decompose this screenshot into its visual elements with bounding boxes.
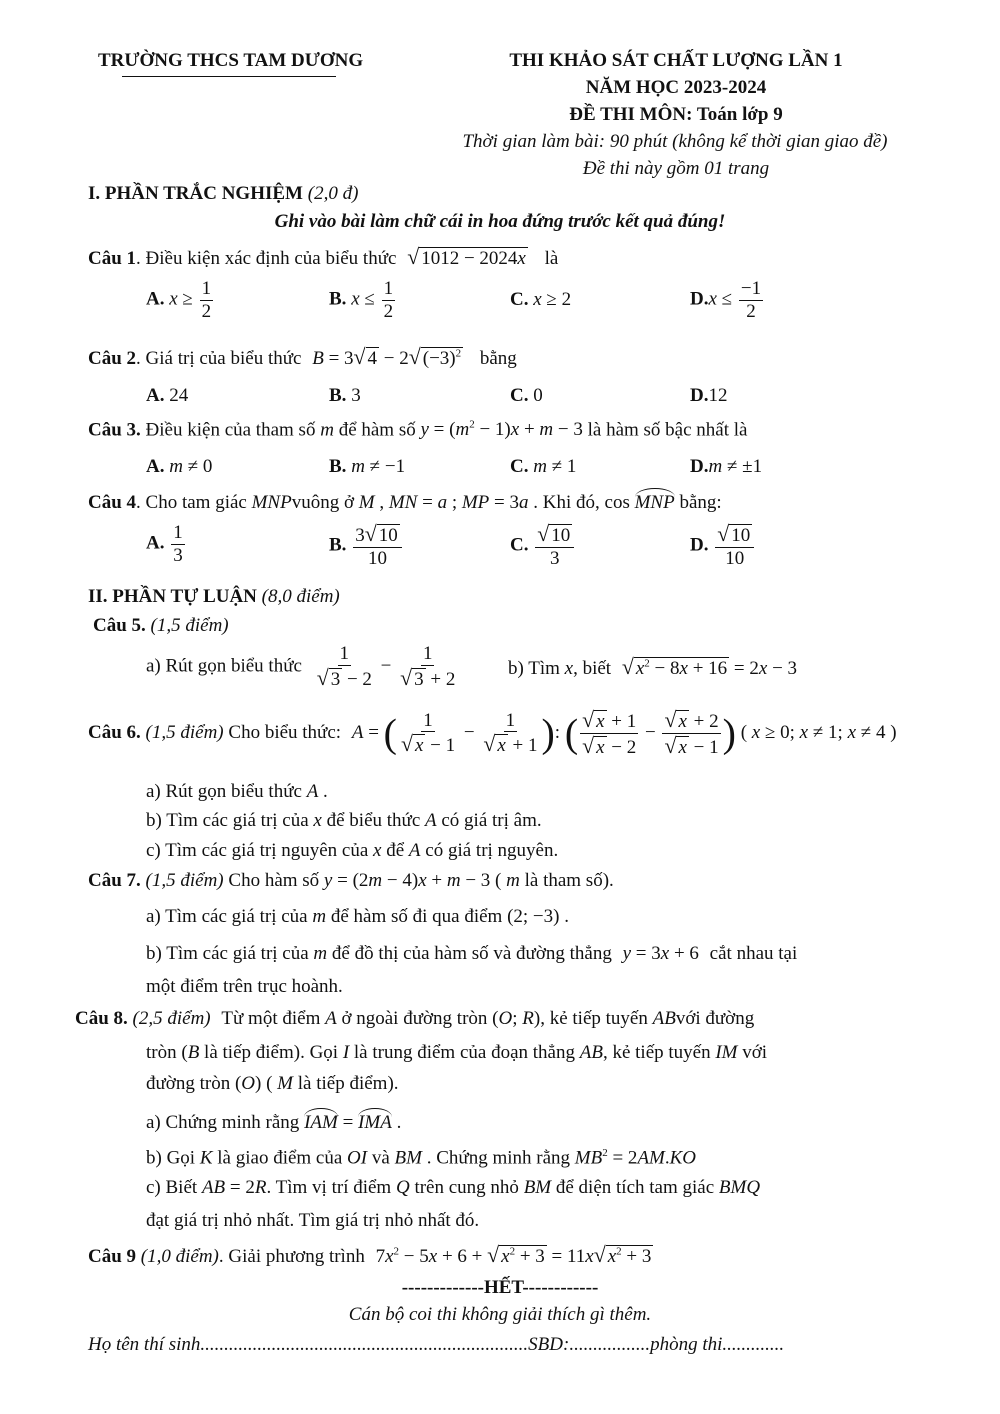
q8-line-2: tròn (B là tiếp điểm). Gọi I là trung điểm của đoạn thẳng AB, kẻ tiếp tuyến IM với xyxy=(146,1042,768,1063)
q1-option-b: B. x ≤ $\frac{1}{2}$ xyxy=(329,278,394,322)
question-4: Câu 4. Cho tam giác MNPvuông ở M , MN = a ; MP = 3a . Khi đó, cos MNP bằng: xyxy=(88,492,722,513)
q2-option-c: C. 0 xyxy=(510,385,543,406)
q9-equation: $7x^2 - 5x + 6$ + √ $x^2 + 3 = 11x√$ $x^2 + 3$ xyxy=(375,1243,652,1267)
end-marker: -------------HẾT------------ xyxy=(401,1277,599,1298)
school-name: TRƯỜNG THCS TAM DƯƠNG xyxy=(98,50,364,71)
q7-part-a: a) Tìm các giá trị của m để hàm số đi qua điểm (2; −3) . xyxy=(146,906,569,927)
q4-option-d: D. $\frac{√ 10}{10}$ xyxy=(690,522,756,570)
q3-option-a: A. m ≠ 0 xyxy=(146,456,213,477)
question-8: Câu 8. (2,5 điểm) Từ một điểm A ở ngoài đường tròn (O; R), kẻ tiếp tuyến ABvới đường xyxy=(75,1008,755,1029)
q6-part-b: b) Tìm các giá trị của x để biểu thức A có giá trị âm. xyxy=(146,810,542,831)
exam-time: Thời gian làm bài: 90 phút (không kể thời gian giao đề) xyxy=(462,131,888,152)
q8-part-c-cont: đạt giá trị nhỏ nhất. Tìm giá trị nhỏ nhất đó. xyxy=(146,1210,480,1231)
q1-option-a: A. x ≥ $\frac{1}{2}$ xyxy=(146,278,212,322)
exam-subject: ĐỀ THI MÔN: Toán lớp 9 xyxy=(569,104,783,125)
q1-option-c: C. x ≥ 2 xyxy=(510,289,572,310)
q6-part-c: c) Tìm các giá trị nguyên của x để A có giá trị nguyên. xyxy=(146,840,559,861)
q7-part-b-cont: một điểm trên trục hoành. xyxy=(146,976,343,997)
q8-line-3: đường tròn (O) ( M là tiếp điểm). xyxy=(146,1073,399,1094)
q4-option-c: C. $\frac{√ 10}{3}$ xyxy=(510,522,576,570)
q1-expression: √ 1012 − 2024x xyxy=(407,245,526,269)
q7-part-b: b) Tìm các giá trị của m để đồ thị của hàm số và đường thẳng y = 3x + 6 cắt nhau tại xyxy=(146,943,798,964)
q8-part-b: b) Gọi K là giao điểm của OI và BM . Chứng minh rằng $MB^2 = 2AM.KO$ xyxy=(146,1147,697,1169)
q4-option-b: B. $\frac{3√ 10}{10}$ xyxy=(329,522,404,570)
q2-expression: B = 3√ 4 − 2√ $(-3)^2$ xyxy=(312,345,462,369)
q4-option-a: A. $\frac{1}{3}$ xyxy=(146,522,183,566)
q5-part-b: b) Tìm x, biết √ $x^2 - 8x + 16 = 2x - 3$ xyxy=(508,655,798,679)
q1-option-d: D.x ≤ $\frac{-1}{2}$ xyxy=(690,278,762,322)
q6-expression: A = ( $\frac{1}{√ x - 1}$ − $\frac{1}{√ x + 1}$ ): ( $\frac{√ x + 1}{√ x - 2}$ − $\frac{√ x + 2}{√ x - 1}$ ) ( x ≥ 0; x ≠ 1; x ≠ 4 ) xyxy=(351,708,897,759)
part1-instruction: Ghi vào bài làm chữ cái in hoa đứng trước kết quả đúng! xyxy=(274,211,726,232)
q3-option-d: D.m ≠ ±1 xyxy=(690,456,763,477)
q2-option-b: B. 3 xyxy=(329,385,361,406)
school-year: NĂM HỌC 2023-2024 xyxy=(585,77,767,98)
question-2: Câu 2. Giá trị của biểu thức B = 3√ 4 − 2√ $(-3)^2$ bằng xyxy=(88,345,517,369)
question-3: Câu 3. Điều kiện của tham số m để hàm số $y = (m^2 - 1)x + m - 3$ là hàm số bậc nhất là xyxy=(88,419,748,441)
q3-function: $y = (m^2 - 1)x + m - 3$ xyxy=(420,419,583,441)
q2-option-a: A. 24 xyxy=(146,385,189,406)
question-1: Câu 1. Điều kiện xác định của biểu thức √ 1012 − 2024x là xyxy=(88,245,559,269)
question-5: Câu 5. (1,5 điểm) xyxy=(93,615,229,636)
q3-option-b: B. m ≠ −1 xyxy=(329,456,406,477)
q2-option-d: D.12 xyxy=(690,385,728,406)
q6-part-a: a) Rút gọn biểu thức A . xyxy=(146,781,328,802)
exam-title: THI KHẢO SÁT CHẤT LƯỢNG LẦN 1 xyxy=(509,50,843,71)
question-9: Câu 9 (1,0 điểm). Giải phương trình $7x^2 - 5x + 6$ + √ $x^2 + 3 = 11x√$ $x^2 + 3$ xyxy=(88,1243,652,1267)
proctor-note: Cán bộ coi thi không giải thích gì thêm. xyxy=(348,1304,652,1325)
school-underline xyxy=(122,76,336,77)
exam-pages: Đề thi này gồm 01 trang xyxy=(582,158,770,179)
part2-heading: II. PHẦN TỰ LUẬN (8,0 điểm) xyxy=(88,586,340,607)
candidate-info: Họ tên thí sinh.....................................................................SBD:.................phòng thi............. xyxy=(88,1334,785,1355)
q8-part-a: a) Chứng minh rằng IAM = IMA . xyxy=(146,1112,402,1133)
q3-option-c: C. m ≠ 1 xyxy=(510,456,577,477)
part1-heading: I. PHẦN TRẮC NGHIỆM (2,0 đ) xyxy=(88,183,359,204)
question-7: Câu 7. (1,5 điểm) Cho hàm số y = (2m − 4)x + m − 3 ( m là tham số). xyxy=(88,870,614,891)
q7-function: y = (2m − 4)x + m − 3 xyxy=(323,870,491,891)
q8-part-c: c) Biết AB = 2R. Tìm vị trí điểm Q trên cung nhỏ BM để diện tích tam giác BMQ xyxy=(146,1177,761,1198)
question-6: Câu 6. (1,5 điểm) Cho biểu thức: A = ( $\frac{1}{√ x - 1}$ − $\frac{1}{√ x + 1}$ ): ( $\frac{√ x + 1}{√ x - 2}$ − $\frac{√ x + 2}{√ x - 1}$ ) ( x ≥ 0; x ≠ 1; x ≠ 4 ) xyxy=(88,708,897,759)
q5-part-a: a) Rút gọn biểu thức $\frac{1}{√ 3 - 2}$ − $\frac{1}{√ 3 + 2}$ xyxy=(146,643,456,690)
